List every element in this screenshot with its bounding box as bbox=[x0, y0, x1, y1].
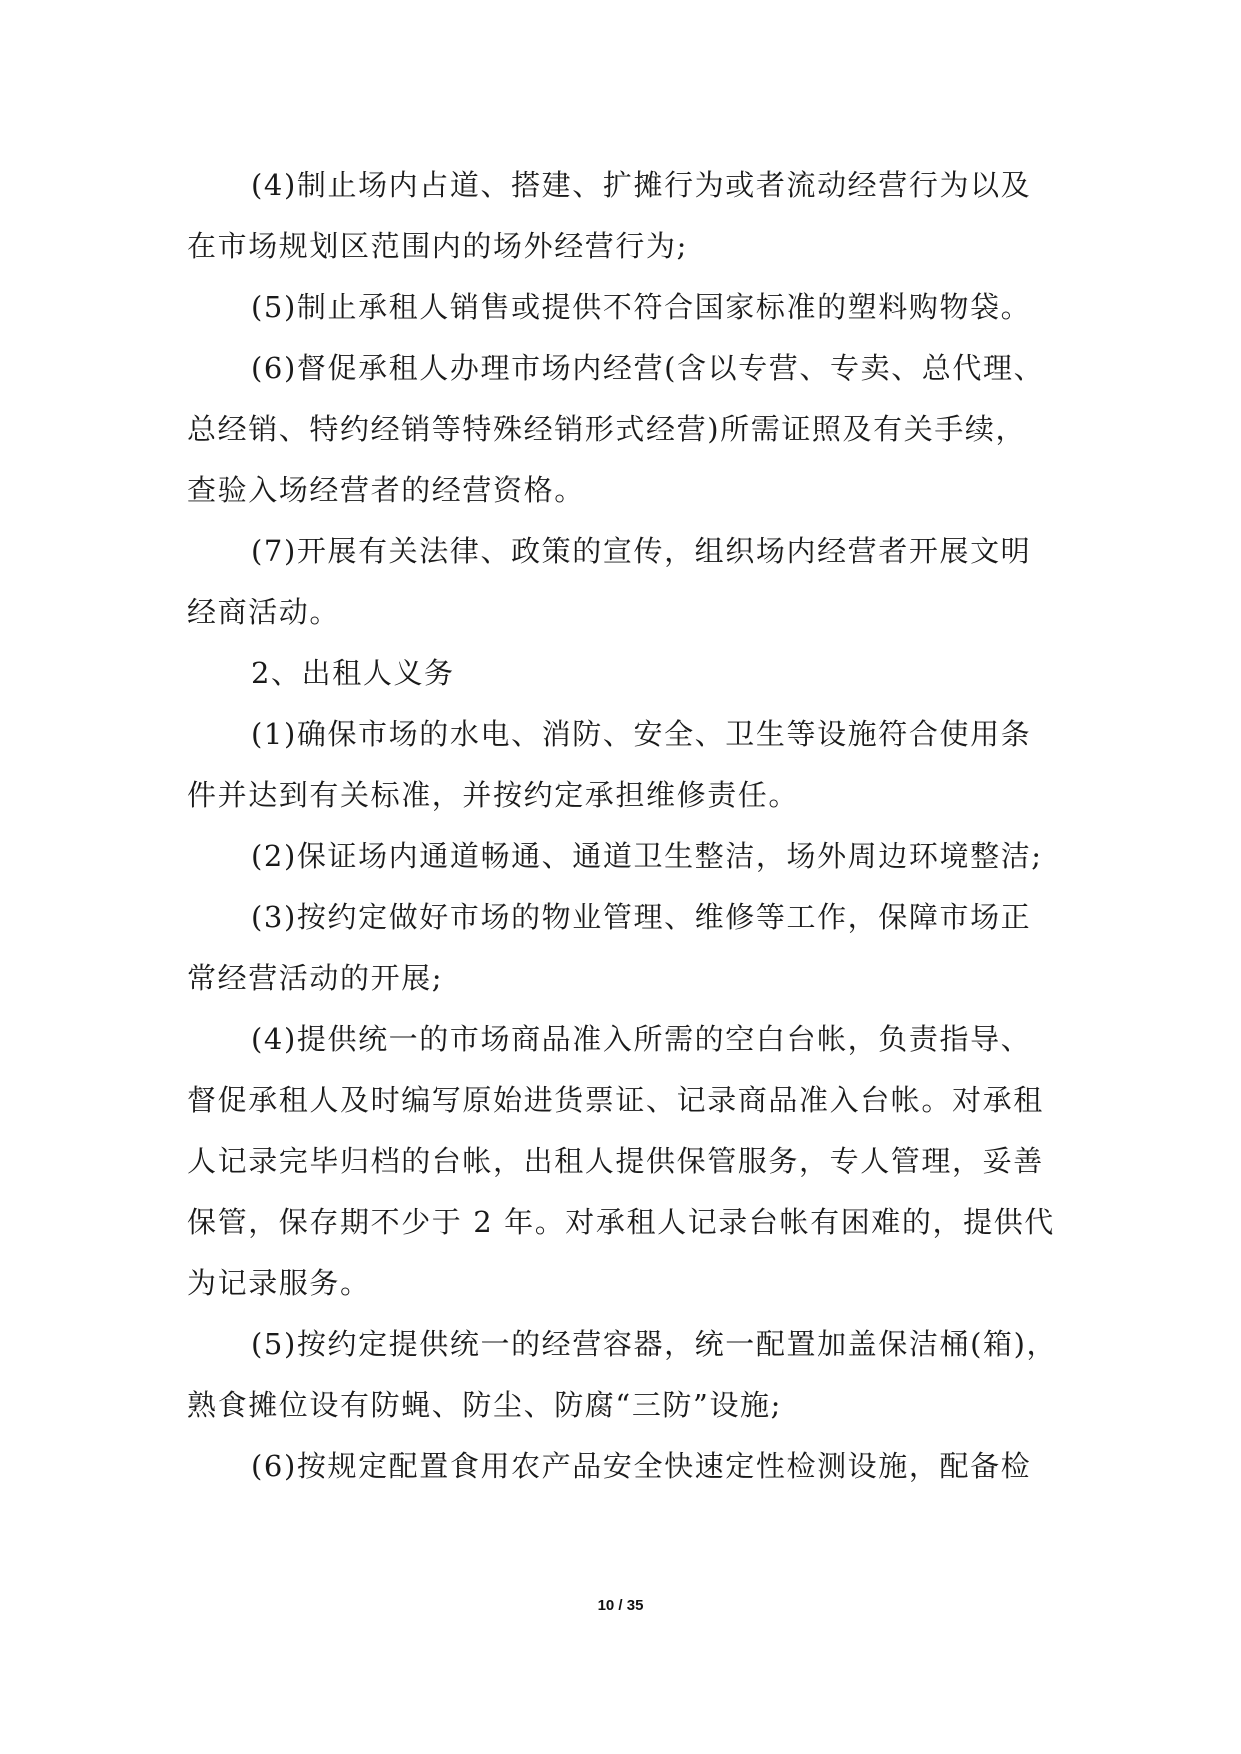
paragraph-line: 熟食摊位设有防蝇、防尘、防腐“三防”设施; bbox=[187, 1388, 783, 1422]
paragraph-line: 经商活动。 bbox=[187, 595, 341, 629]
paragraph-line: (6)按规定配置食用农产品安全快速定性检测设施，配备检 bbox=[251, 1449, 1032, 1483]
paragraph-line: 督促承租人及时编写原始进货票证、记录商品准入台帐。对承租 bbox=[187, 1083, 1044, 1117]
paragraph-line: 为记录服务。 bbox=[187, 1266, 371, 1300]
paragraph-line: (5)制止承租人销售或提供不符合国家标准的塑料购物袋。 bbox=[251, 290, 1032, 324]
paragraph-line: 保管，保存期不少于 2 年。对承租人记录台帐有困难的，提供代 bbox=[187, 1205, 1055, 1239]
document-body bbox=[187, 155, 1067, 1497]
page-number: 10 / 35 bbox=[597, 1597, 644, 1614]
paragraph-line: (2)保证场内通道畅通、通道卫生整洁，场外周边环境整洁; bbox=[251, 839, 1043, 873]
paragraph-line: (5)按约定提供统一的经营容器，统一配置加盖保洁桶(箱)， bbox=[251, 1327, 1058, 1361]
section-heading: 2、出租人义务 bbox=[251, 656, 455, 690]
paragraph-line: 人记录完毕归档的台帐，出租人提供保管服务，专人管理，妥善 bbox=[187, 1144, 1044, 1178]
paragraph-line: (7)开展有关法律、政策的宣传，组织场内经营者开展文明 bbox=[251, 534, 1032, 568]
paragraph-line: (4)提供统一的市场商品准入所需的空白台帐，负责指导、 bbox=[251, 1022, 1032, 1056]
paragraph-line: 在市场规划区范围内的场外经营行为; bbox=[187, 229, 688, 263]
paragraph-line: 查验入场经营者的经营资格。 bbox=[187, 473, 585, 507]
paragraph-line: (3)按约定做好市场的物业管理、维修等工作，保障市场正 bbox=[251, 900, 1032, 934]
paragraph-line: 常经营活动的开展; bbox=[187, 961, 444, 995]
paragraph-line: (1)确保市场的水电、消防、安全、卫生等设施符合使用条 bbox=[251, 717, 1032, 751]
paragraph-line: 件并达到有关标准，并按约定承担维修责任。 bbox=[187, 778, 800, 812]
paragraph-line: (6)督促承租人办理市场内经营(含以专营、专卖、总代理、 bbox=[251, 351, 1045, 385]
paragraph-line: 总经销、特约经销等特殊经销形式经营)所需证照及有关手续， bbox=[187, 412, 1027, 446]
paragraph-line: (4)制止场内占道、搭建、扩摊行为或者流动经营行为以及 bbox=[251, 168, 1032, 202]
